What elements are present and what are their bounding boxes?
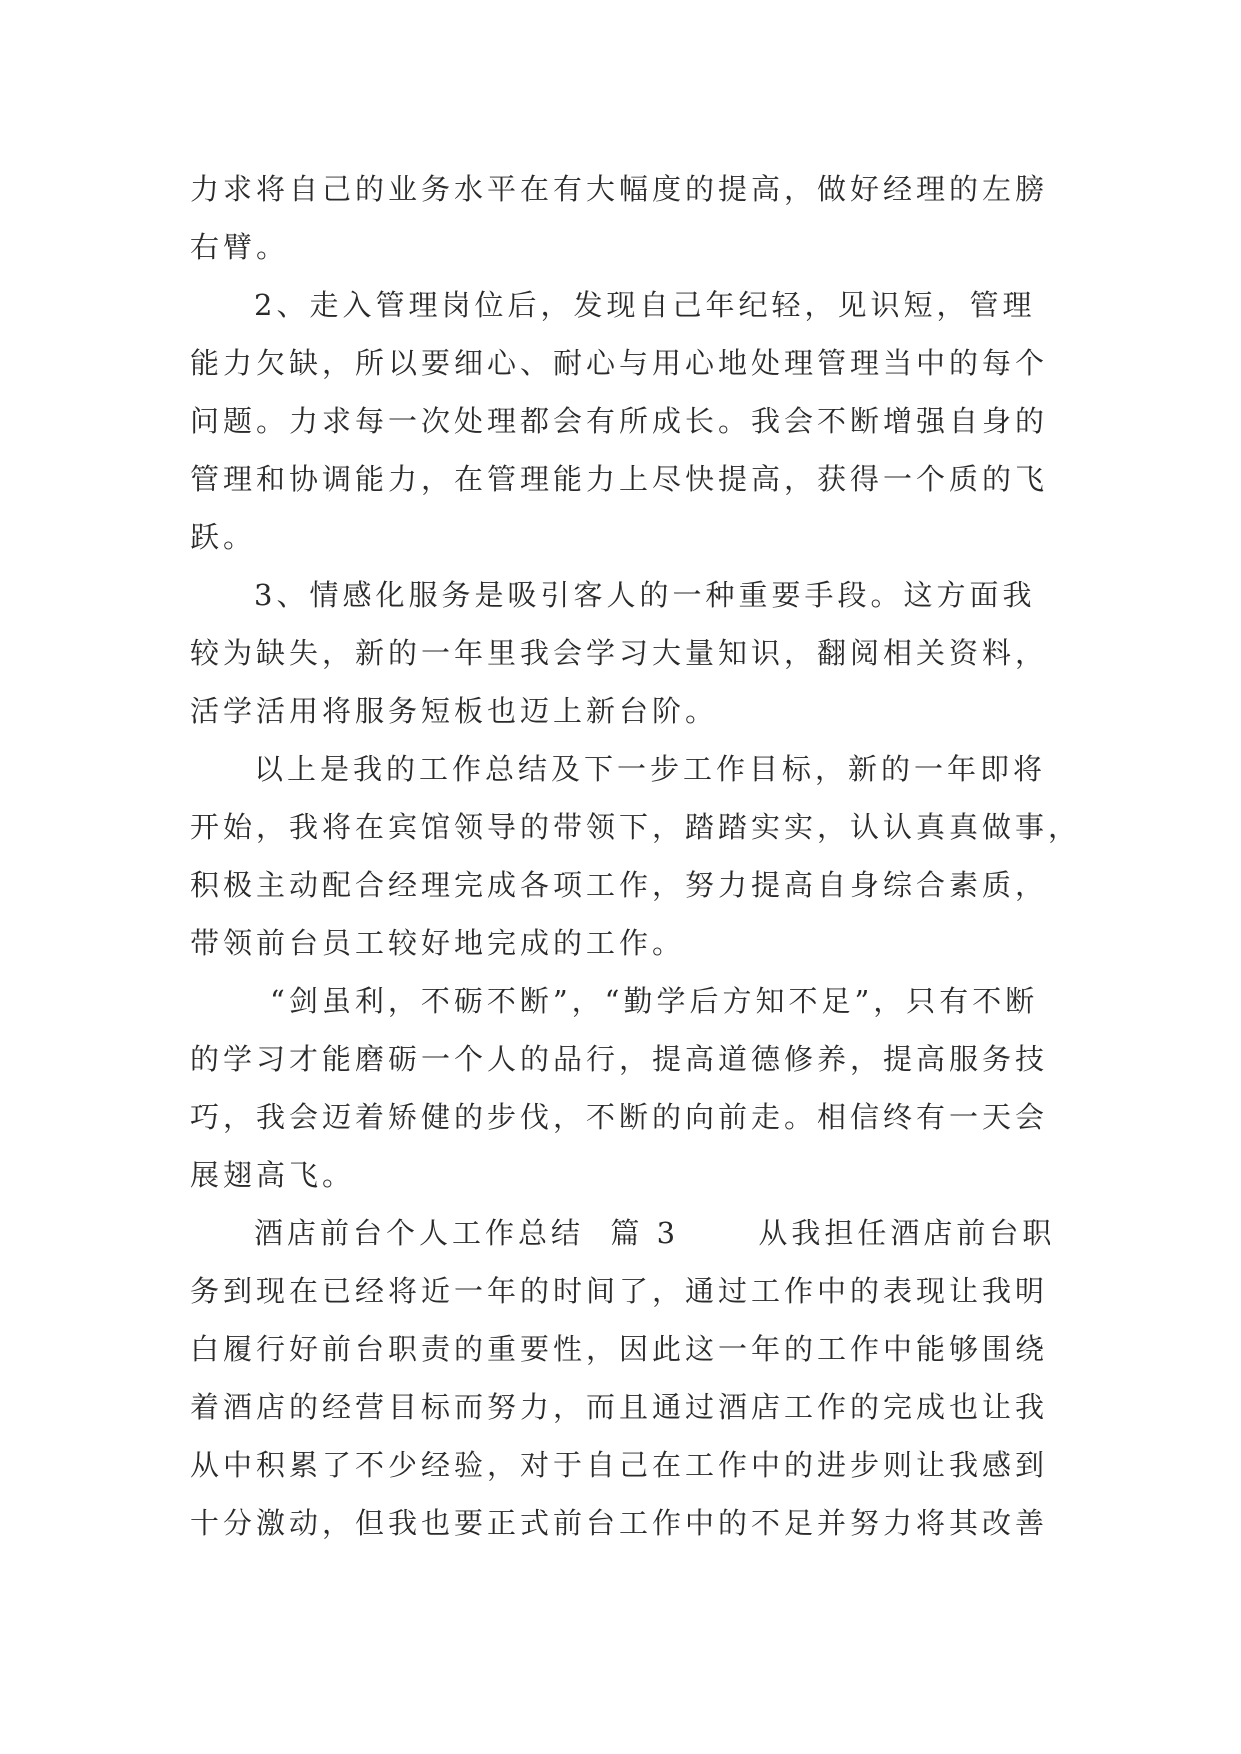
text-line: 带领前台员工较好地完成的工作。 [190, 926, 686, 960]
text-line: 能力欠缺，所以要细心、耐心与用心地处理管理当中的每个 [190, 346, 1049, 380]
text-line: 开始，我将在宾馆领导的带领下，踏踏实实，认认真真做事， [190, 810, 1082, 844]
text-line: 问题。力求每一次处理都会有所成长。我会不断增强自身的 [190, 404, 1049, 438]
text-line: 着酒店的经营目标而努力，而且通过酒店工作的完成也让我 [190, 1390, 1049, 1424]
text-line: 跃。 [190, 520, 257, 554]
text-line: 积极主动配合经理完成各项工作，努力提高自身综合素质， [190, 868, 1049, 902]
text-line: 白履行好前台职责的重要性，因此这一年的工作中能够围绕 [190, 1332, 1049, 1366]
text-line: 右臂。 [190, 230, 290, 264]
text-line: 巧，我会迈着矫健的步伐，不断的向前走。相信终有一天会 [190, 1100, 1049, 1134]
text-line: 十分激动，但我也要正式前台工作中的不足并努力将其改善 [190, 1506, 1049, 1540]
text-line: 从中积累了不少经验，对于自己在工作中的进步则让我感到 [190, 1448, 1049, 1482]
paragraph-start-line: “剑虽利，不砺不断”，“勤学后方知不足”，只有不断 [270, 984, 1039, 1018]
text-line: 力求将自己的业务水平在有大幅度的提高，做好经理的左膀 [190, 172, 1049, 206]
paragraph-start-line: 2、走入管理岗位后，发现自己年纪轻，见识短，管理 [254, 288, 1036, 322]
text-line: 的学习才能磨砺一个人的品行，提高道德修养，提高服务技 [190, 1042, 1049, 1076]
document-body [190, 160, 1082, 1552]
section-heading-line: 酒店前台个人工作总结 篇 3 从我担任酒店前台职 [254, 1216, 1056, 1250]
text-line: 较为缺失，新的一年里我会学习大量知识，翻阅相关资料， [190, 636, 1049, 670]
text-line: 务到现在已经将近一年的时间了，通过工作中的表现让我明 [190, 1274, 1049, 1308]
text-line: 展翅高飞。 [190, 1158, 356, 1192]
text-line: 管理和协调能力，在管理能力上尽快提高，获得一个质的飞 [190, 462, 1049, 496]
paragraph-start-line: 3、情感化服务是吸引客人的一种重要手段。这方面我 [254, 578, 1036, 612]
paragraph-start-line: 以上是我的工作总结及下一步工作目标，新的一年即将 [254, 752, 1047, 786]
text-line: 活学活用将服务短板也迈上新台阶。 [190, 694, 719, 728]
